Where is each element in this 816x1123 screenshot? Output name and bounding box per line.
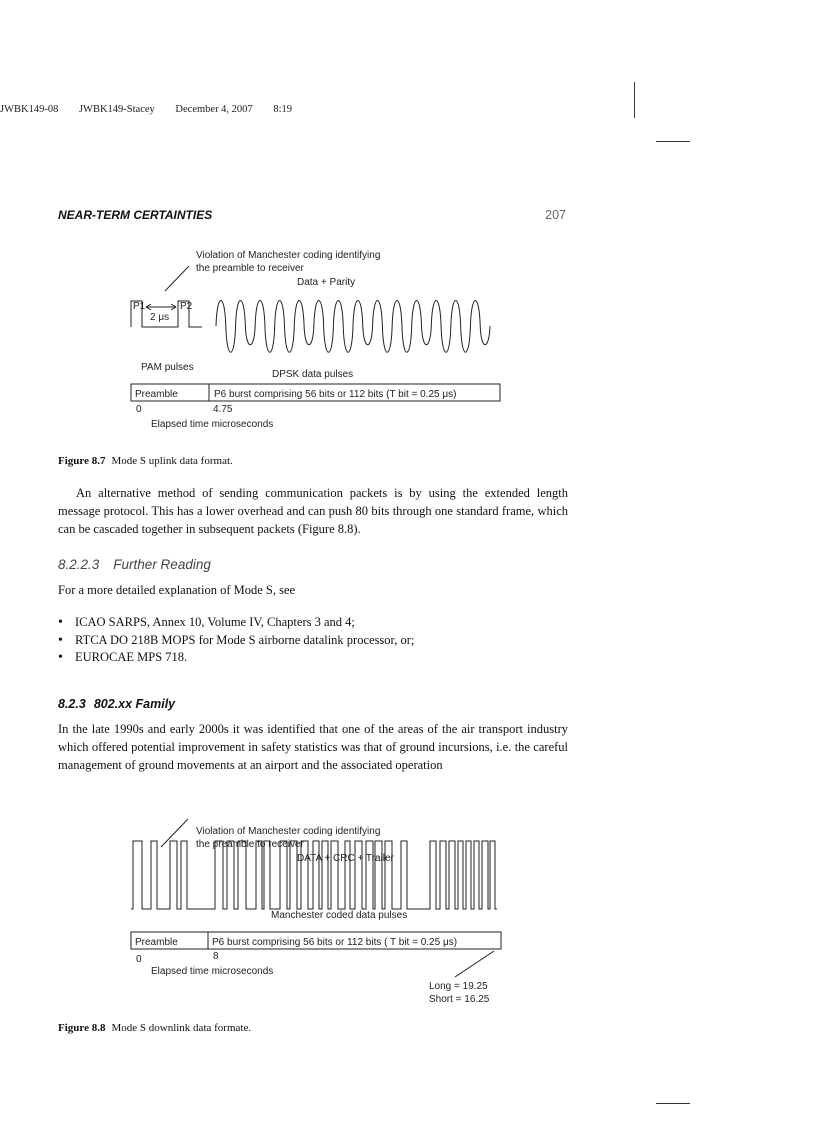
slug-date: December 4, 2007	[175, 104, 253, 115]
fig1-dpsk-waveform	[216, 301, 490, 353]
list-item: • ICAO SARPS, Annex 10, Volume IV, Chapters 3 and 4;	[58, 614, 414, 632]
fig1-tick-zero: 0	[136, 404, 142, 415]
fig2-manchester-waveform	[131, 841, 497, 909]
fig1-data-label: Data + Parity	[297, 277, 356, 288]
fig1-tick-mark: 4.75	[213, 404, 233, 415]
fig2-axis-label: Elapsed time microseconds	[151, 966, 274, 977]
section-heading	[58, 697, 175, 711]
fig2-box-preamble: Preamble	[135, 937, 178, 948]
fig2-note-line1: Violation of Manchester coding identifying	[196, 826, 381, 837]
fig2-note-line2: the preamble to receiver	[196, 839, 304, 850]
fig1-p2-label: P2	[180, 301, 193, 312]
fig2-note-pointer	[161, 819, 188, 847]
paragraph-further-reading: For a more detailed explanation of Mode S, see	[58, 583, 296, 597]
paragraph-extended-length: An alternative method of sending communication packets is by using the extended length message protocol. This has a lower overhead and can push 80 bits through one standard frame, which can be cascaded together in subsequent packets (Figure 8.8).	[58, 486, 568, 536]
fig1-box-burst: P6 burst comprising 56 bits or 112 bits (T bit = 0.25 μs)	[214, 389, 457, 400]
fig2-tick-zero: 0	[136, 954, 142, 965]
fig2-short-label: Short = 16.25	[429, 994, 490, 1005]
running-title: NEAR-TERM CERTAINTIES	[58, 208, 213, 222]
fig1-note-line2: the preamble to receiver	[196, 263, 304, 274]
fig2-caption-label: Figure 8.8	[58, 1022, 106, 1034]
figure-8-7	[0, 0, 816, 440]
subsection-heading	[58, 557, 211, 572]
fig2-caption-text: Mode S downlink data formate.	[111, 1022, 252, 1034]
fig1-dpsk-label: DPSK data pulses	[272, 369, 354, 380]
reading-list	[58, 614, 414, 667]
fig2-box-burst: P6 burst comprising 56 bits or 112 bits ( T bit = 0.25 μs)	[212, 937, 458, 948]
figure-8-8-caption	[58, 1022, 251, 1034]
fig1-axis-label: Elapsed time microseconds	[151, 419, 274, 430]
fig1-box-preamble: Preamble	[135, 389, 178, 400]
fig1-spacing-label: 2 μs	[150, 312, 170, 323]
slug-time: 8:19	[273, 104, 292, 115]
fig1-caption-text: Mode S uplink data format.	[111, 455, 233, 467]
figure-8-8	[0, 790, 816, 1050]
fig2-data-label: DATA + CRC + Trailer	[297, 853, 394, 864]
slug-job-id: JWBK149-08	[0, 104, 59, 115]
list-item: • EUROCAE MPS 718.	[58, 649, 414, 667]
subsection-title: Further Reading	[113, 557, 211, 572]
slug-book-id: JWBK149-Stacey	[78, 104, 155, 115]
figure-8-7-caption	[58, 455, 233, 467]
fig1-note-line1: Violation of Manchester coding identifying	[196, 250, 381, 261]
crop-mark-bottom	[656, 1103, 690, 1104]
subsection-number: 8.2.2.3	[58, 557, 100, 572]
fig1-p1-label: P1	[133, 301, 146, 312]
section-title: 802.xx Family	[93, 697, 176, 711]
fig2-long-label: Long = 19.25	[429, 981, 488, 992]
fig1-pam-label: PAM pulses	[141, 362, 194, 373]
section-number: 8.2.3	[58, 697, 86, 711]
paragraph-802xx: In the late 1990s and early 2000s it was identified that one of the areas of the air transport industry which offered potential improvement in safety statistics was that of ground incursions, i.e. the careful management of ground movements at an airport and the associated operation	[58, 722, 568, 772]
fig1-caption-label: Figure 8.7	[58, 455, 106, 467]
fig2-length-pointer	[455, 951, 494, 977]
fig2-tick-mark: 8	[213, 951, 219, 962]
fig1-note-pointer	[165, 266, 189, 291]
fig2-coded-label: Manchester coded data pulses	[271, 910, 408, 921]
page-number: 207	[545, 208, 566, 222]
list-item: • RTCA DO 218B MOPS for Mode S airborne datalink processor, or;	[58, 632, 414, 650]
